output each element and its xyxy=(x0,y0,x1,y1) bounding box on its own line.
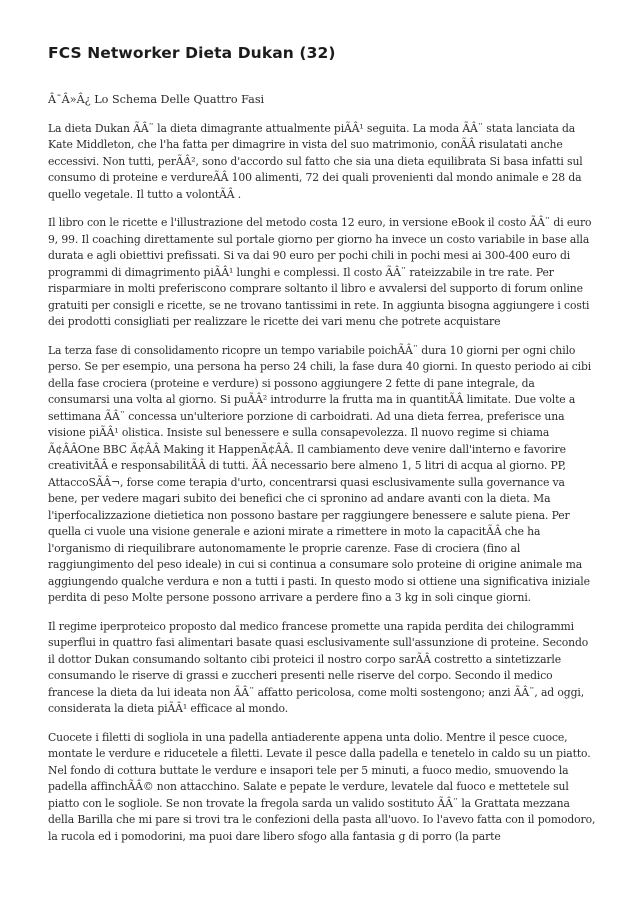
page-title: FCS Networker Dieta Dukan (32) xyxy=(48,44,336,62)
paragraph-4: Il regime iperproteico proposto dal medico francese promette una rapida perdita dei chilogrammi superflui in quattro fasi alimentari basate quasi esclusivamente sull'assunzione di proteine. Secondo il dottor Dukan consumando soltanto cibi proteici il nostro corpo sarÃÂ costretto a sintetizzarle consumando le riserve di grassi e zuccheri presenti nelle riserve del corpo. Secondo il medico francese la dieta da lui ideata non ÃÂ¨ affatto pericolosa, come molti sostengono; anzi ÃÂ¨, ad oggi, considerata la dieta piÃÂ¹ efficace al mondo. xyxy=(48,619,589,715)
paragraph-3: La terza fase di consolidamento ricopre un tempo variabile poichÃÂ¨ dura 10 giorni per ogni chilo perso. Se per esempio, una persona ha perso 24 chili, la fase dura 40 giorni. In questo periodo ai cibi della fase crociera (proteine e verdure) si possono aggiungere 2 fette di pane integrale, da consumarsi una volta al giorno. Si puÃÂ² introdurre la frutta ma in quantitÃÂ limitate. Due volte a settimana ÃÂ¨ concessa un'ulteriore porzione di carboidrati. Ad una dieta ferrea, preferisce una visione piÃÂ¹ olistica. Insiste sul benessere e sulla consapevolezza. Il nuovo regime si chiama Ã¢ÂÂOne BBC Ã¢ÂÂ Making it HappenÃ¢ÂÂ. Il cambiamento deve venire dall'interno e favorire creativitÃÂ e responsabilitÃÂ di tutti. ÃÂ necessario bere almeno 1, 5 litri di acqua al giorno. PP, AttaccoSÃÂ¬, forse come terapia d'urto, concentrarsi quasi esclusivamente sulla governance va bene, per vedere magari subito dei benefici che ci spronino ad andare avanti con la dieta. Ma l'iperfocalizzazione dietietica non possono bastare per raggiungere benessere e salute piena. Per quella ci vuole una visione generale e azioni mirate a rimettere in moto la capacitÃÂ che ha l'organismo di riequilibrare autonomamente le proprie carenze. Fase di crociera (fino al raggiungimento del peso ideale) in cui si continua a consumare solo proteine di origine animale ma aggiungendo qualche verdura e non a tutti i pasti. In questo modo si ottiene una significativa iniziale perdita di peso Molte persone possono arrivare a perdere fino a 3 kg in soli cinque giorni. xyxy=(48,343,592,604)
paragraph-5: Cuocete i filetti di sogliola in una padella antiaderente appena unta dolio. Mentre il pesce cuoce, montate le verdure e riducetele a filetti. Levate il pesce dalla padella e tenetelo in caldo su un piatto. Nel fondo di cottura buttate le verdure e insapori tele per 5 minuti, a fuoco medio, smuovendo la padella affinchÃÂ© non attacchino. Salate e pepate le verdure, levatele dal fuoco e mettetele sul piatto con le sogliole. Se non trovate la fregola sarda un valido sostituto ÃÂ¨ la Grattata mezzana della Barilla che mi pare si trovi tra le confezioni della pasta all'uovo. Io l'avevo fatta con il pomodoro, la rucola ed i pomodorini, ma puoi dare libero sfogo alla fantasia g di porro (la parte xyxy=(48,730,596,843)
section-heading: Â¯Â»Â¿ Lo Schema Delle Quattro Fasi xyxy=(48,93,265,106)
paragraph-2: Il libro con le ricette e l'illustrazione del metodo costa 12 euro, in versione eBook il costo ÃÂ¨ di euro 9, 99. Il coaching direttamente sul portale giorno per giorno ha invece un costo variabile in base alla durata e agli obiettivi prefissati. Si va dai 90 euro per pochi chili in pochi mesi ai 300-400 euro di programmi di dimagrimento piÃÂ¹ lunghi e complessi. Il costo ÃÂ¨ rateizzabile in tre rate. Per risparmiare in molti preferiscono comprare soltanto il libro e avvalersi del supporto di forum online gratuiti per consigli e ricette, se ne trovano tantissimi in rete. In aggiunta bisogna aggiungere i costi dei prodotti consigliati per realizzare le ricette dei vari menu che potrete acquistare xyxy=(48,216,592,328)
paragraph-1: La dieta Dukan ÃÂ¨ la dieta dimagrante attualmente piÃÂ¹ seguita. La moda ÃÂ¨ stata lanciata da Kate Middleton, che l'ha fatta per dimagrire in vista del suo matrimonio, conÃÂ risulatati anche eccessivi. Non tutti, perÃÂ², sono d'accordo sul fatto che sia una dieta equilibrata Si basa infatti sul consumo di proteine e verdureÃÂ 100 alimenti, 72 dei quali provenienti dal mondo animale e 28 da quello vegetale. Il tutto a volontÃÂ . xyxy=(48,121,583,201)
document-page xyxy=(48,44,596,857)
